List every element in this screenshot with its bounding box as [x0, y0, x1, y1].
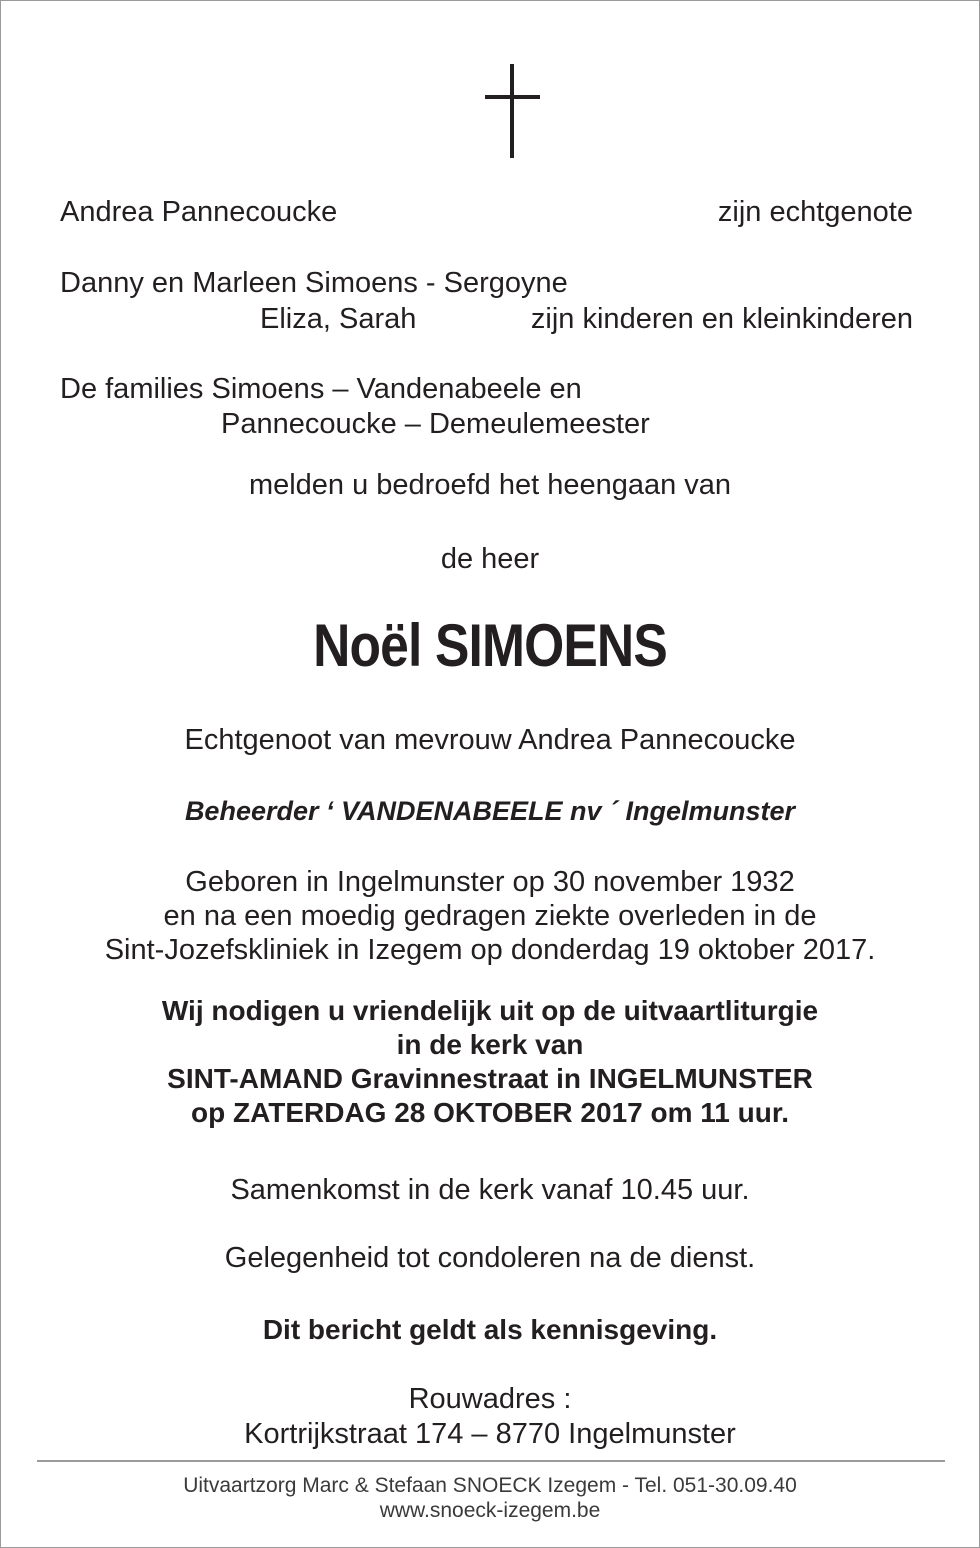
- footer-divider: [37, 1460, 945, 1462]
- birth-death-text: [1, 865, 979, 967]
- invitation-line-2: in de kerk van: [396, 1029, 584, 1060]
- invitation-text: [1, 994, 979, 1130]
- illness-line: en na een moedig gedragen ziekte overleden in de: [163, 900, 817, 932]
- gathering-text: Samenkomst in de kerk vanaf 10.45 uur.: [230, 1174, 750, 1206]
- role-line: Beheerder ‘ VANDENABEELE nv ´ Ingelmunster: [184, 796, 796, 826]
- condolences-text: Gelegenheid tot condoleren na de dienst.: [224, 1242, 756, 1274]
- undertaker-info: Uitvaartzorg Marc & Stefaan SNOECK Izegem - Tel. 051-30.09.40: [183, 1474, 797, 1497]
- families-line-2: Pannecoucke – Demeulemeester: [221, 408, 650, 440]
- spouse-name: Andrea Pannecoucke: [60, 196, 338, 228]
- spouse-relation: zijn echtgenote: [717, 196, 913, 228]
- children-line-1: Danny en Marleen Simoens - Sergoyne: [60, 267, 568, 299]
- children-line-2: Eliza, Sarah: [260, 303, 417, 335]
- invitation-line-1: Wij nodigen u vriendelijk uit op de uitvaartliturgie: [161, 995, 819, 1026]
- deceased-title: de heer: [440, 543, 540, 575]
- website-link[interactable]: www.snoeck-izegem.be: [379, 1499, 601, 1522]
- address-label: Rouwadres :: [408, 1383, 572, 1415]
- invitation-line-4: op ZATERDAG 28 OKTOBER 2017 om 11 uur.: [191, 1097, 789, 1128]
- notice-text: Dit bericht geldt als kennisgeving.: [262, 1314, 718, 1345]
- invitation-line-3: SINT-AMAND Gravinnestraat in INGELMUNSTER: [167, 1063, 813, 1094]
- deceased-name: Noël SIMOENS: [313, 612, 667, 679]
- announcement-intro: melden u bedroefd het heengaan van: [248, 469, 732, 501]
- families-line-1: De families Simoens – Vandenabeele en: [60, 373, 582, 405]
- children-relation: zijn kinderen en kleinkinderen: [530, 303, 913, 335]
- address-value: Kortrijkstraat 174 – 8770 Ingelmunster: [244, 1418, 736, 1450]
- birth-line: Geboren in Ingelmunster op 30 november 1932: [185, 866, 795, 898]
- death-line: Sint-Jozefskliniek in Izegem op donderdag 19 oktober 2017.: [104, 934, 876, 966]
- spouse-of: Echtgenoot van mevrouw Andrea Pannecoucke: [184, 724, 796, 756]
